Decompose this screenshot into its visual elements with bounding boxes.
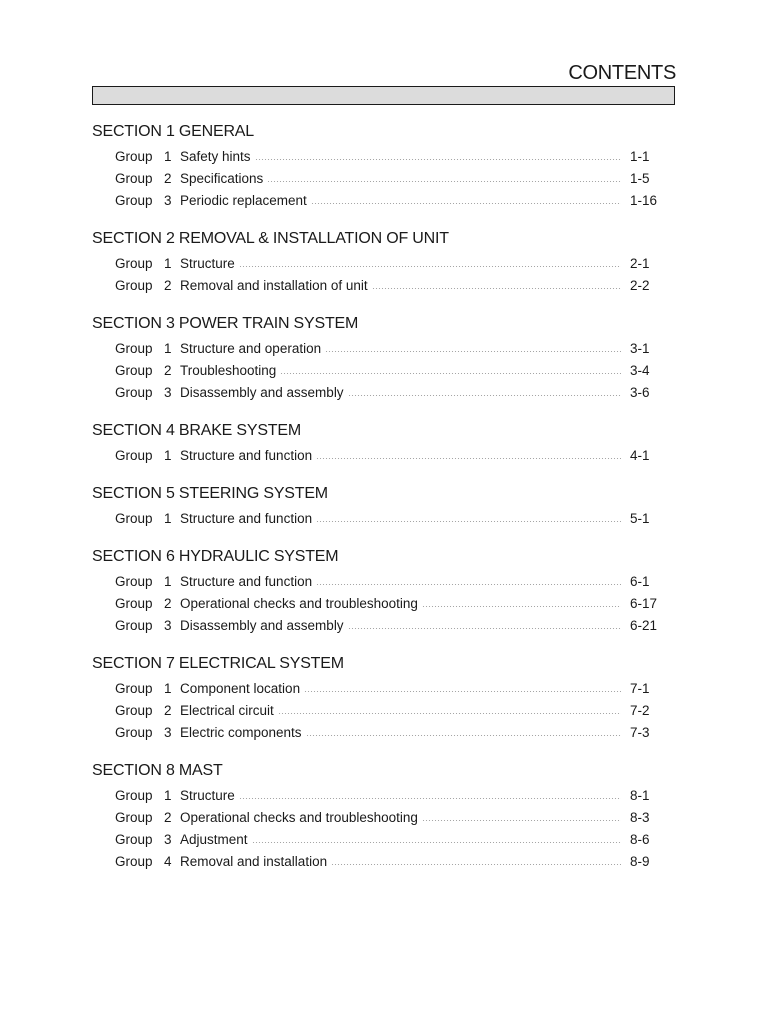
toc-entry-title: Structure: [180, 256, 235, 271]
toc-section: [92, 653, 660, 744]
toc-entry-group-label: Group: [115, 725, 153, 740]
toc-entry-group-label: Group: [115, 171, 153, 186]
toc-entry-group-label: Group: [115, 193, 153, 208]
section-spacer: [92, 744, 660, 760]
toc-entry-group-label: Group: [115, 596, 153, 611]
dot-leader: [304, 691, 621, 692]
dot-leader: [348, 395, 621, 396]
toc-entry-group-number: 1: [164, 448, 172, 463]
toc-entry-group-label: Group: [115, 363, 153, 378]
toc-entry-title: Removal and installation: [180, 854, 328, 869]
toc-entry-page: 7-1: [630, 681, 650, 696]
toc-entry-group-label: Group: [115, 511, 153, 526]
toc-entry-page: 3-1: [630, 341, 650, 356]
toc-entry-group-label: Group: [115, 448, 153, 463]
toc-entry-page: 7-2: [630, 703, 650, 718]
toc-entry-group-label: Group: [115, 703, 153, 718]
toc-entry-page: 1-16: [630, 193, 658, 208]
section-spacer: [92, 212, 660, 228]
toc-entry-page: 2-2: [630, 278, 650, 293]
toc-entry-group-number: 2: [164, 596, 172, 611]
toc-entry-group-label: Group: [115, 788, 153, 803]
toc-entry-title: Structure and function: [180, 511, 313, 526]
toc-entry-group-number: 1: [164, 788, 172, 803]
section-title[interactable]: SECTION 5 STEERING SYSTEM: [92, 485, 328, 502]
toc-entry-group-number: 1: [164, 574, 172, 589]
dot-leader: [422, 606, 621, 607]
toc-entry-page: 3-4: [630, 363, 650, 378]
dot-leader: [316, 458, 621, 459]
toc-entry-page: 8-3: [630, 810, 650, 825]
toc-entry-title: Safety hints: [180, 149, 251, 164]
dot-leader: [252, 842, 621, 843]
toc-entry-title: Adjustment: [180, 832, 248, 847]
toc-entry[interactable]: [92, 700, 660, 722]
toc-entry-title: Operational checks and troubleshooting: [180, 596, 418, 611]
toc-entry[interactable]: [92, 168, 660, 190]
toc-entry[interactable]: [92, 146, 660, 168]
toc-entry-group-label: Group: [115, 341, 153, 356]
toc-entry-group-label: Group: [115, 256, 153, 271]
dot-leader: [331, 864, 621, 865]
toc-entry-title: Removal and installation of unit: [180, 278, 368, 293]
toc-entry-title: Electrical circuit: [180, 703, 274, 718]
dot-leader: [239, 266, 621, 267]
toc-entry-title: Structure and function: [180, 574, 313, 589]
toc-entry-group-label: Group: [115, 618, 153, 633]
dot-leader: [278, 713, 621, 714]
toc-entry-page: 4-1: [630, 448, 650, 463]
toc-entry[interactable]: [92, 615, 660, 637]
toc-entry[interactable]: [92, 382, 660, 404]
toc-entry-group-number: 3: [164, 618, 172, 633]
dot-leader: [348, 628, 621, 629]
toc-entry-page: 8-1: [630, 788, 650, 803]
toc-entry[interactable]: [92, 338, 660, 360]
toc-entry-group-number: 2: [164, 363, 172, 378]
toc-entry-group-number: 1: [164, 341, 172, 356]
toc-entry-page: 2-1: [630, 256, 650, 271]
toc-entry-title: Specifications: [180, 171, 264, 186]
toc-entry-page: 8-6: [630, 832, 650, 847]
section-title[interactable]: SECTION 3 POWER TRAIN SYSTEM: [92, 315, 359, 332]
toc-entry-group-number: 3: [164, 385, 172, 400]
toc-entry-page: 8-9: [630, 854, 650, 869]
dot-leader: [280, 373, 621, 374]
section-spacer: [92, 530, 660, 546]
section-spacer: [92, 404, 660, 420]
toc-entry[interactable]: [92, 593, 660, 615]
toc-section: [92, 760, 660, 873]
toc-entry-page: 1-1: [630, 149, 650, 164]
toc-entry[interactable]: [92, 722, 660, 744]
dot-leader: [316, 584, 621, 585]
toc-entry[interactable]: [92, 253, 660, 275]
toc-entry[interactable]: [92, 807, 660, 829]
toc-section: [92, 228, 660, 297]
toc-entry[interactable]: [92, 851, 660, 873]
dot-leader: [325, 351, 621, 352]
toc-entry-group-number: 2: [164, 810, 172, 825]
toc-entry[interactable]: [92, 190, 660, 212]
toc-entry-group-label: Group: [115, 832, 153, 847]
table-of-contents: [92, 121, 660, 873]
toc-entry-group-number: 2: [164, 171, 172, 186]
toc-entry-group-number: 1: [164, 681, 172, 696]
toc-entry-page: 1-5: [630, 171, 650, 186]
toc-section: [92, 546, 660, 637]
section-spacer: [92, 297, 660, 313]
toc-section: [92, 121, 660, 212]
toc-entry-title: Component location: [180, 681, 301, 696]
dot-leader: [239, 798, 621, 799]
toc-entry-title: Electric components: [180, 725, 302, 740]
toc-entry[interactable]: [92, 678, 660, 700]
toc-entry[interactable]: [92, 508, 660, 530]
toc-entry[interactable]: [92, 829, 660, 851]
section-title[interactable]: SECTION 8 MAST: [92, 762, 223, 779]
toc-entry-title: Structure: [180, 788, 235, 803]
toc-entry-group-label: Group: [115, 681, 153, 696]
toc-entry-group-number: 1: [164, 511, 172, 526]
dot-leader: [267, 181, 621, 182]
toc-entry-title: Disassembly and assembly: [180, 618, 344, 633]
toc-entry-group-label: Group: [115, 385, 153, 400]
toc-entry-page: 5-1: [630, 511, 650, 526]
toc-entry-group-number: 4: [164, 854, 172, 869]
toc-entry-group-label: Group: [115, 854, 153, 869]
toc-entry-page: 7-3: [630, 725, 650, 740]
toc-entry-group-label: Group: [115, 810, 153, 825]
toc-entry-title: Troubleshooting: [180, 363, 277, 378]
dot-leader: [422, 820, 621, 821]
section-title[interactable]: SECTION 7 ELECTRICAL SYSTEM: [92, 655, 344, 672]
toc-entry[interactable]: [92, 275, 660, 297]
section-spacer: [92, 467, 660, 483]
toc-entry-title: Structure and operation: [180, 341, 322, 356]
toc-entry-title: Disassembly and assembly: [180, 385, 344, 400]
toc-entry-page: 6-17: [630, 596, 658, 611]
toc-section: [92, 420, 660, 467]
section-title[interactable]: SECTION 1 GENERAL: [92, 123, 254, 140]
toc-section: [92, 483, 660, 530]
toc-entry[interactable]: [92, 360, 660, 382]
toc-entry-group-label: Group: [115, 574, 153, 589]
section-title[interactable]: SECTION 2 REMOVAL & INSTALLATION OF UNIT: [92, 230, 449, 247]
toc-entry-group-number: 1: [164, 149, 172, 164]
dot-leader: [255, 159, 621, 160]
toc-entry-page: 3-6: [630, 385, 650, 400]
toc-entry-group-number: 2: [164, 703, 172, 718]
toc-entry-title: Periodic replacement: [180, 193, 307, 208]
title-rule-bar: [92, 86, 675, 105]
section-title[interactable]: SECTION 4 BRAKE SYSTEM: [92, 422, 301, 439]
toc-entry-group-number: 3: [164, 193, 172, 208]
dot-leader: [311, 203, 621, 204]
toc-entry[interactable]: [92, 571, 660, 593]
toc-entry-group-label: Group: [115, 278, 153, 293]
toc-entry-title: Structure and function: [180, 448, 313, 463]
page-title: CONTENTS: [568, 62, 676, 84]
toc-entry-title: Operational checks and troubleshooting: [180, 810, 418, 825]
dot-leader: [316, 521, 621, 522]
toc-entry-group-label: Group: [115, 149, 153, 164]
section-title[interactable]: SECTION 6 HYDRAULIC SYSTEM: [92, 548, 339, 565]
section-spacer: [92, 637, 660, 653]
toc-entry-group-number: 2: [164, 278, 172, 293]
toc-entry[interactable]: [92, 785, 660, 807]
toc-entry-group-number: 3: [164, 832, 172, 847]
dot-leader: [306, 735, 621, 736]
toc-entry-group-number: 1: [164, 256, 172, 271]
toc-section: [92, 313, 660, 404]
toc-entry-group-number: 3: [164, 725, 172, 740]
toc-entry-page: 6-1: [630, 574, 650, 589]
toc-entry-page: 6-21: [630, 618, 658, 633]
toc-entry[interactable]: [92, 445, 660, 467]
dot-leader: [372, 288, 621, 289]
